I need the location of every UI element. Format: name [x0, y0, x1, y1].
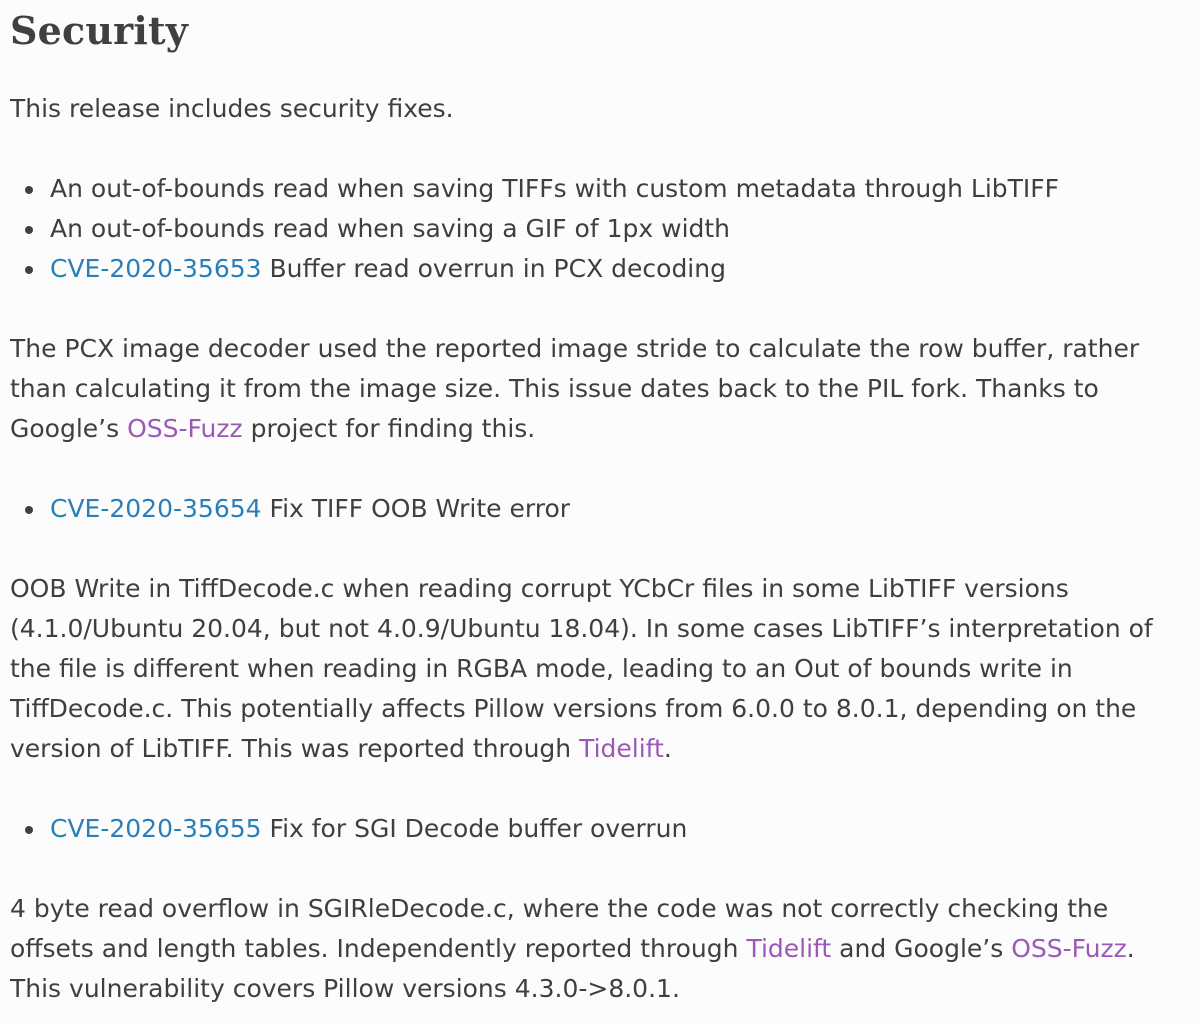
fix-list-1: [10, 169, 1190, 289]
pcx-text-1: The PCX image decoder used the reported image stride to calculate the row buffer, rather than calculating it from the image size. This issue dates back to the PIL fork. Thanks to Google’s: [10, 334, 1140, 443]
tiff-text-2: .: [663, 734, 672, 763]
list-item: [10, 169, 1190, 209]
tidelift-link[interactable]: Tidelift: [579, 734, 664, 763]
pcx-paragraph: [10, 329, 1190, 449]
oss-fuzz-link[interactable]: OSS-Fuzz: [127, 414, 243, 443]
tidelift-link[interactable]: Tidelift: [746, 934, 832, 963]
list-item-text: An out-of-bounds read when saving TIFFs with custom metadata through LibTIFF: [50, 174, 1060, 203]
cve-2020-35653-link[interactable]: CVE-2020-35653: [50, 254, 262, 283]
list-item-text: An out-of-bounds read when saving a GIF of 1px width: [50, 214, 731, 243]
intro-text: This release includes security fixes.: [10, 94, 454, 123]
cve-2020-35654-link[interactable]: CVE-2020-35654: [50, 494, 262, 523]
section-heading: Security: [10, 8, 189, 53]
list-item: [10, 809, 1190, 849]
fix-list-2: [10, 489, 1190, 529]
cve-2020-35655-link[interactable]: CVE-2020-35655: [50, 814, 262, 843]
list-item: [10, 489, 1190, 529]
fix-list-3: [10, 809, 1190, 849]
list-item: [10, 209, 1190, 249]
pcx-text-2: project for finding this.: [242, 414, 536, 443]
list-item-text: Fix TIFF OOB Write error: [261, 494, 571, 523]
tiff-text-1: OOB Write in TiffDecode.c when reading corrupt YCbCr files in some LibTIFF versions (4.1.0/Ubuntu 20.04, but not 4.0.9/Ubuntu 18.04). In some cases LibTIFF’s interpretation of the file is different when reading in RGBA mode, leading to an Out of bounds write in TiffDecode.c. This potentially affects Pillow versions from 6.0.0 to 8.0.1, depending on the version of LibTIFF. This was reported through: [10, 574, 1153, 763]
list-item: [10, 249, 1190, 289]
oss-fuzz-link[interactable]: OSS-Fuzz: [1011, 934, 1127, 963]
sgi-text-2: and Google’s: [831, 934, 1012, 963]
sgi-text-1: 4 byte read overflow in SGIRleDecode.c, where the code was not correctly checking the offsets and length tables. Independently reported through: [10, 894, 1109, 963]
list-item-text: Buffer read overrun in PCX decoding: [261, 254, 726, 283]
sgi-text-3: . This vulnerability covers Pillow versions 4.3.0->8.0.1.: [10, 934, 1135, 1003]
sgi-paragraph: [10, 889, 1190, 1009]
list-item-text: Fix for SGI Decode buffer overrun: [261, 814, 688, 843]
tiff-paragraph: [10, 569, 1190, 769]
